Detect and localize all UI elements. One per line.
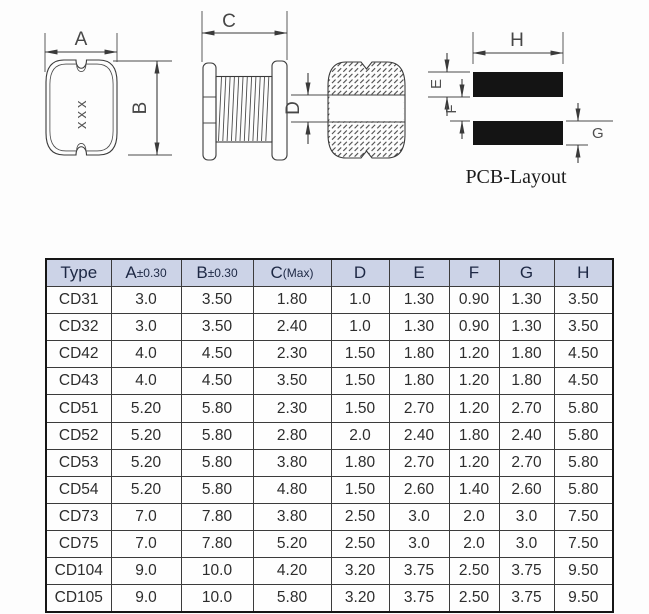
value-cell: 1.80 bbox=[499, 368, 554, 395]
value-cell: 4.20 bbox=[253, 558, 331, 585]
value-cell: 1.50 bbox=[331, 476, 389, 503]
value-cell: 2.30 bbox=[253, 395, 331, 422]
column-header-label: D bbox=[353, 263, 367, 283]
value-cell: 5.20 bbox=[111, 449, 181, 476]
value-cell: 1.20 bbox=[449, 341, 499, 368]
value-cell: 3.20 bbox=[331, 558, 389, 585]
column-header bbox=[554, 259, 613, 287]
type-cell: CD73 bbox=[46, 503, 111, 530]
value-cell: 2.70 bbox=[389, 449, 449, 476]
pcb-layout-drawing bbox=[428, 30, 613, 188]
value-cell: 1.80 bbox=[253, 287, 331, 314]
value-cell: 7.50 bbox=[554, 503, 613, 530]
value-cell: 1.50 bbox=[331, 368, 389, 395]
table-row bbox=[46, 558, 613, 585]
value-cell: 1.80 bbox=[499, 341, 554, 368]
value-cell: 3.50 bbox=[181, 314, 253, 341]
table-row bbox=[46, 585, 613, 613]
value-cell: 3.0 bbox=[111, 287, 181, 314]
dim-label-a: A bbox=[74, 29, 88, 50]
column-header bbox=[253, 259, 331, 287]
value-cell: 4.0 bbox=[111, 341, 181, 368]
value-cell: 5.80 bbox=[554, 422, 613, 449]
dimension-table-body bbox=[46, 287, 613, 613]
value-cell: 2.40 bbox=[389, 422, 449, 449]
value-cell: 1.40 bbox=[449, 476, 499, 503]
value-cell: 3.80 bbox=[253, 449, 331, 476]
column-header bbox=[449, 259, 499, 287]
value-cell: 0.90 bbox=[449, 314, 499, 341]
column-header-label: F bbox=[468, 263, 480, 283]
electrode-gap-band bbox=[329, 96, 403, 122]
column-header-label: A bbox=[125, 263, 137, 283]
value-cell: 4.0 bbox=[111, 368, 181, 395]
value-cell: 3.75 bbox=[499, 558, 554, 585]
value-cell: 2.70 bbox=[499, 395, 554, 422]
value-cell: 2.0 bbox=[331, 422, 389, 449]
value-cell: 5.20 bbox=[111, 476, 181, 503]
value-cell: 7.80 bbox=[181, 503, 253, 530]
value-cell: 1.30 bbox=[499, 287, 554, 314]
value-cell: 1.20 bbox=[449, 449, 499, 476]
type-cell: CD75 bbox=[46, 530, 111, 557]
value-cell: 3.75 bbox=[389, 585, 449, 613]
value-cell: 3.50 bbox=[554, 314, 613, 341]
value-cell: 0.90 bbox=[449, 287, 499, 314]
value-cell: 3.0 bbox=[389, 503, 449, 530]
value-cell: 2.50 bbox=[449, 585, 499, 613]
value-cell: 9.50 bbox=[554, 558, 613, 585]
table-row bbox=[46, 503, 613, 530]
value-cell: 7.50 bbox=[554, 530, 613, 557]
value-cell: 3.0 bbox=[499, 503, 554, 530]
dim-label-c: C bbox=[222, 11, 236, 32]
value-cell: 3.50 bbox=[181, 287, 253, 314]
value-cell: 4.50 bbox=[554, 368, 613, 395]
column-header-suffix: ±0.30 bbox=[207, 266, 238, 281]
value-cell: 5.80 bbox=[181, 395, 253, 422]
value-cell: 2.70 bbox=[389, 395, 449, 422]
value-cell: 1.20 bbox=[449, 368, 499, 395]
value-cell: 5.20 bbox=[253, 530, 331, 557]
dim-c-extension-lines bbox=[202, 11, 287, 62]
dim-label-f: F bbox=[443, 104, 460, 114]
bottom-view-drawing bbox=[283, 62, 405, 158]
technical-drawings bbox=[0, 0, 649, 250]
value-cell: 2.40 bbox=[253, 314, 331, 341]
value-cell: 3.0 bbox=[389, 530, 449, 557]
type-cell: CD43 bbox=[46, 368, 111, 395]
dim-label-h: H bbox=[510, 30, 524, 51]
value-cell: 3.20 bbox=[331, 585, 389, 613]
value-cell: 4.80 bbox=[253, 476, 331, 503]
left-flange bbox=[203, 63, 216, 160]
value-cell: 5.80 bbox=[554, 395, 613, 422]
value-cell: 5.80 bbox=[253, 585, 331, 613]
type-cell: CD104 bbox=[46, 558, 111, 585]
type-cell: CD105 bbox=[46, 585, 111, 613]
value-cell: 3.80 bbox=[253, 503, 331, 530]
table-row bbox=[46, 368, 613, 395]
type-cell: CD42 bbox=[46, 341, 111, 368]
value-cell: 1.50 bbox=[331, 395, 389, 422]
top-view-drawing bbox=[45, 29, 172, 155]
table-row bbox=[46, 476, 613, 503]
value-cell: 7.0 bbox=[111, 503, 181, 530]
value-cell: 4.50 bbox=[181, 368, 253, 395]
value-cell: 5.80 bbox=[554, 476, 613, 503]
value-cell: 4.50 bbox=[181, 341, 253, 368]
table-row bbox=[46, 395, 613, 422]
value-cell: 1.30 bbox=[499, 314, 554, 341]
value-cell: 2.70 bbox=[499, 449, 554, 476]
column-header-suffix: (Max) bbox=[282, 266, 314, 281]
value-cell: 1.80 bbox=[331, 449, 389, 476]
type-cell: CD53 bbox=[46, 449, 111, 476]
value-cell: 10.0 bbox=[181, 585, 253, 613]
coil-winding-lines bbox=[219, 77, 269, 141]
value-cell: 2.50 bbox=[331, 530, 389, 557]
column-header-label: E bbox=[413, 263, 425, 283]
value-cell: 5.80 bbox=[181, 476, 253, 503]
value-cell: 3.0 bbox=[499, 530, 554, 557]
table-row bbox=[46, 530, 613, 557]
value-cell: 1.30 bbox=[389, 287, 449, 314]
value-cell: 1.20 bbox=[449, 395, 499, 422]
left-flange-ticks bbox=[203, 97, 216, 123]
column-header-label: Type bbox=[60, 263, 98, 283]
type-cell: CD52 bbox=[46, 422, 111, 449]
value-cell: 3.0 bbox=[111, 314, 181, 341]
column-header bbox=[181, 259, 253, 287]
value-cell: 2.80 bbox=[253, 422, 331, 449]
column-header-label: G bbox=[519, 263, 534, 283]
value-cell: 2.30 bbox=[253, 341, 331, 368]
value-cell: 9.0 bbox=[111, 585, 181, 613]
pcb-layout-caption: PCB-Layout bbox=[465, 166, 567, 188]
value-cell: 2.40 bbox=[499, 422, 554, 449]
column-header-label: H bbox=[577, 263, 590, 283]
value-cell: 2.0 bbox=[449, 503, 499, 530]
column-header-label: B bbox=[196, 263, 208, 283]
type-cell: CD31 bbox=[46, 287, 111, 314]
column-header-suffix: ±0.30 bbox=[136, 266, 167, 281]
column-header bbox=[46, 259, 111, 287]
column-header-label: C bbox=[270, 263, 283, 283]
table-row bbox=[46, 422, 613, 449]
value-cell: 5.20 bbox=[111, 422, 181, 449]
value-cell: 5.80 bbox=[181, 422, 253, 449]
dimension-table-header bbox=[46, 259, 613, 287]
value-cell: 5.80 bbox=[554, 449, 613, 476]
table-header-row bbox=[46, 259, 613, 287]
value-cell: 7.80 bbox=[181, 530, 253, 557]
value-cell: 1.0 bbox=[331, 287, 389, 314]
value-cell: 2.60 bbox=[389, 476, 449, 503]
value-cell: 3.50 bbox=[253, 368, 331, 395]
pcb-pad-top bbox=[473, 72, 563, 97]
table-row bbox=[46, 314, 613, 341]
column-header bbox=[499, 259, 554, 287]
value-cell: 9.50 bbox=[554, 585, 613, 613]
value-cell: 10.0 bbox=[181, 558, 253, 585]
table-row bbox=[46, 341, 613, 368]
value-cell: 4.50 bbox=[554, 341, 613, 368]
table-row bbox=[46, 287, 613, 314]
value-cell: 1.80 bbox=[449, 422, 499, 449]
value-cell: 5.80 bbox=[181, 449, 253, 476]
dimension-table bbox=[45, 258, 614, 613]
type-cell: CD32 bbox=[46, 314, 111, 341]
value-cell: 1.50 bbox=[331, 341, 389, 368]
value-cell: 2.0 bbox=[449, 530, 499, 557]
dim-label-d: D bbox=[283, 101, 304, 115]
value-cell: 9.0 bbox=[111, 558, 181, 585]
value-cell: 2.50 bbox=[449, 558, 499, 585]
dim-label-g: G bbox=[592, 125, 604, 142]
column-header bbox=[111, 259, 181, 287]
value-cell: 3.75 bbox=[389, 558, 449, 585]
value-cell: 1.80 bbox=[389, 368, 449, 395]
value-cell: 3.75 bbox=[499, 585, 554, 613]
type-cell: CD54 bbox=[46, 476, 111, 503]
value-cell: 2.60 bbox=[499, 476, 554, 503]
column-header bbox=[331, 259, 389, 287]
value-cell: 1.30 bbox=[389, 314, 449, 341]
value-cell: 2.50 bbox=[331, 503, 389, 530]
column-header bbox=[389, 259, 449, 287]
pcb-pad-bottom bbox=[473, 121, 563, 145]
type-cell: CD51 bbox=[46, 395, 111, 422]
part-marking-text: xxx bbox=[73, 97, 90, 129]
value-cell: 7.0 bbox=[111, 530, 181, 557]
dim-label-b: B bbox=[130, 101, 151, 115]
dim-label-e: E bbox=[428, 78, 445, 90]
dim-g-extension-lines bbox=[566, 121, 613, 145]
table-row bbox=[46, 449, 613, 476]
side-view-drawing bbox=[202, 11, 287, 160]
value-cell: 1.80 bbox=[389, 341, 449, 368]
value-cell: 5.20 bbox=[111, 395, 181, 422]
value-cell: 3.50 bbox=[554, 287, 613, 314]
value-cell: 1.0 bbox=[331, 314, 389, 341]
